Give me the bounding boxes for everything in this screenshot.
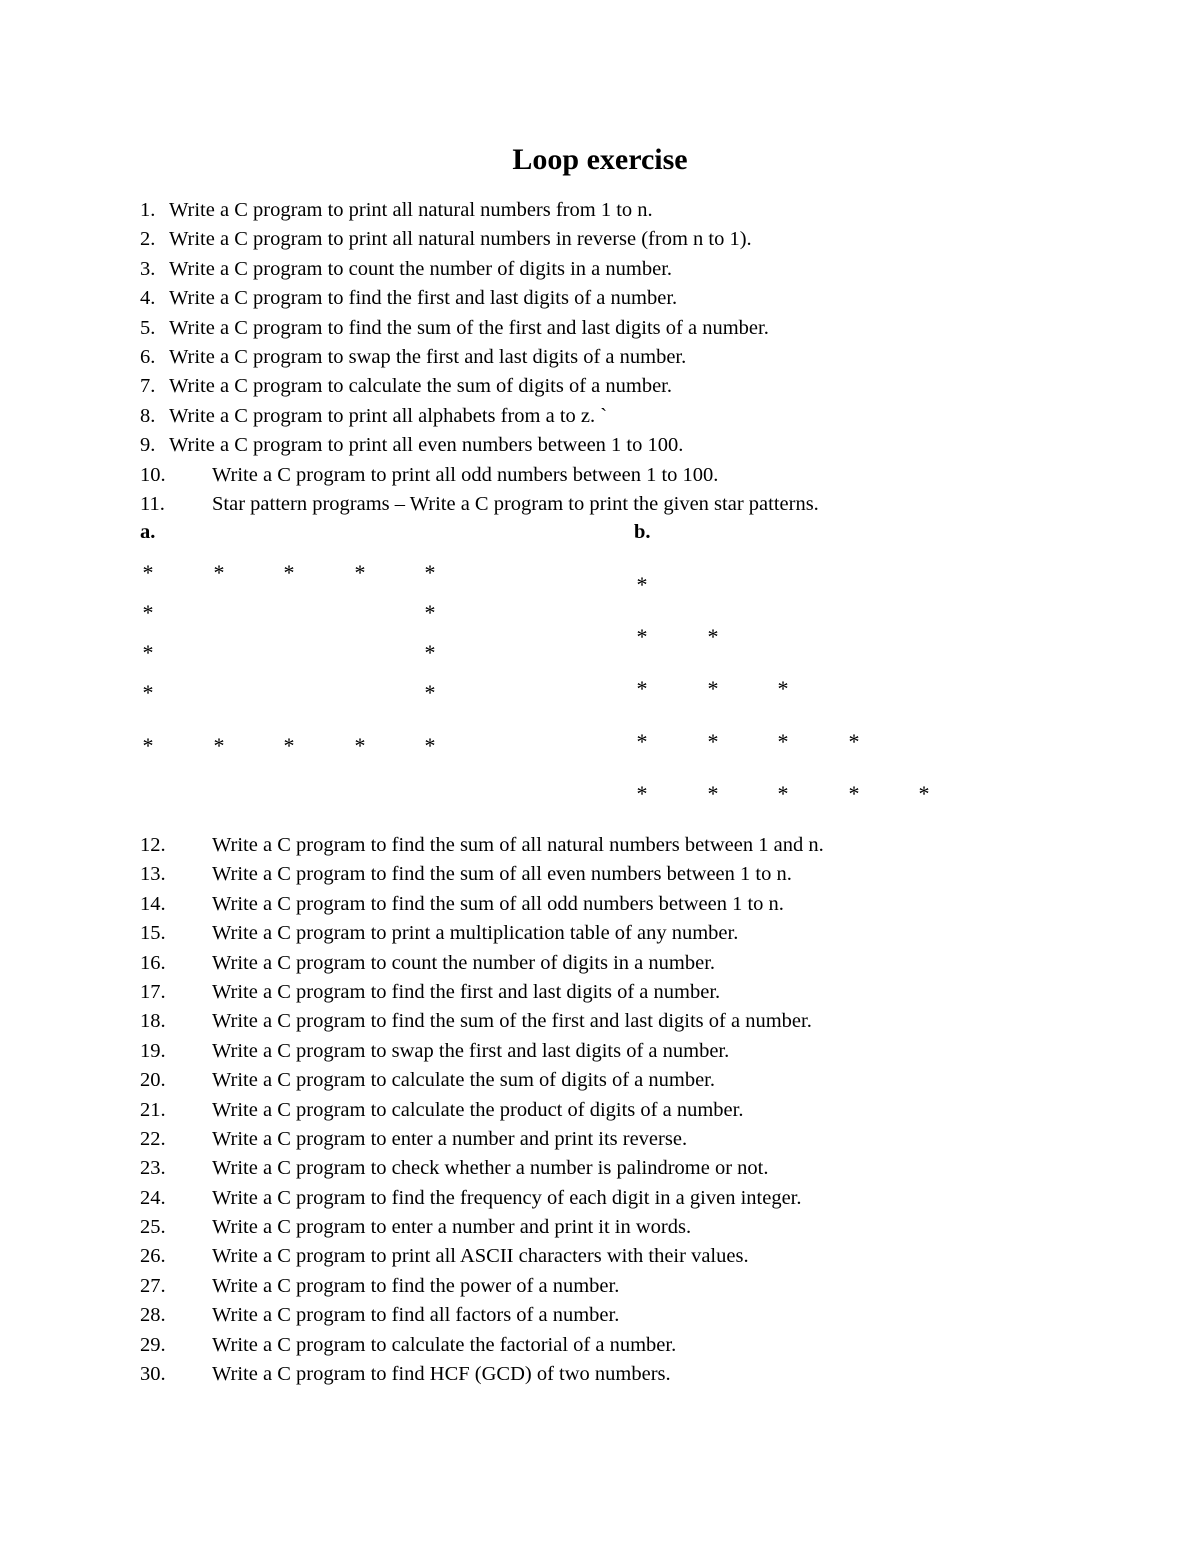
list-item [140, 831, 1100, 860]
star-glyph: * [424, 600, 436, 625]
star-glyph: * [848, 729, 860, 754]
star-glyph: * [283, 560, 295, 585]
item-text: Write a C program to enter a number and print it in words. [212, 1216, 692, 1239]
list-item [140, 1096, 1100, 1125]
item-text: Write a C program to swap the first and last digits of a number. [169, 345, 687, 368]
star-glyph: * [424, 560, 436, 585]
item-text: Write a C program to count the number of digits in a number. [212, 951, 716, 974]
star-glyph: * [636, 729, 648, 754]
item-number: 4. [140, 287, 156, 310]
item-text: Write a C program to find all factors of a number. [212, 1304, 620, 1327]
item-number: 17. [140, 980, 166, 1003]
item-number: 6. [140, 345, 156, 368]
item-number: 13. [140, 863, 166, 886]
list-item [140, 343, 1100, 372]
item-number: 15. [140, 922, 166, 945]
star-glyph: * [777, 676, 789, 701]
item-number: 20. [140, 1069, 166, 1092]
star-glyph: * [424, 680, 436, 705]
item-number: 24. [140, 1186, 166, 1209]
list-item [140, 196, 1100, 225]
list-item [140, 1331, 1100, 1360]
item-text: Write a C program to find the power of a number. [212, 1274, 620, 1297]
item-text: Write a C program to find the sum of the first and last digits of a number. [212, 1010, 812, 1033]
star-glyph: * [142, 600, 154, 625]
list-item [140, 978, 1100, 1007]
item-number: 3. [140, 257, 156, 280]
exercise-list-bottom [140, 831, 1100, 1389]
item-number: 9. [140, 434, 156, 457]
list-item [140, 284, 1100, 313]
item-number: 12. [140, 834, 166, 856]
list-item [140, 372, 1100, 401]
item-number: 23. [140, 1157, 166, 1180]
list-item [140, 431, 1100, 460]
page-title: Loop exercise [512, 143, 688, 176]
item-text: Write a C program to print all even numbers between 1 to 100. [169, 434, 684, 457]
star-glyph: * [142, 560, 154, 585]
list-item [140, 1125, 1100, 1154]
star-glyph: * [777, 729, 789, 754]
star-glyph: * [848, 781, 860, 806]
list-item [140, 314, 1100, 343]
list-item [140, 1213, 1100, 1242]
item-text: Write a C program to print a multiplication table of any number. [212, 922, 739, 945]
item-number: 8. [140, 404, 156, 427]
list-item [140, 255, 1100, 284]
list-item [140, 490, 1100, 519]
item-number: 21. [140, 1098, 166, 1121]
list-item [140, 860, 1100, 889]
list-item [140, 1007, 1100, 1036]
pattern-a-label: a. [140, 521, 156, 543]
list-item [140, 949, 1100, 978]
item-number: 28. [140, 1304, 166, 1327]
star-glyph: * [707, 676, 719, 701]
item-text: Write a C program to print all alphabets from a to z. ` [169, 404, 608, 427]
item-text: Write a C program to find the frequency of each digit in a given integer. [212, 1186, 802, 1209]
item-text: Write a C program to find the first and last digits of a number. [212, 980, 721, 1003]
list-item [140, 225, 1100, 254]
item-number: 30. [140, 1363, 166, 1386]
item-number: 5. [140, 316, 156, 339]
list-item [140, 1272, 1100, 1301]
star-glyph: * [354, 560, 366, 585]
star-glyph: * [707, 781, 719, 806]
item-number: 25. [140, 1216, 166, 1239]
list-item [140, 919, 1100, 948]
list-item [140, 461, 1100, 490]
star-glyph: * [213, 733, 225, 758]
item-number: 10. [140, 463, 166, 486]
star-glyph: * [142, 640, 154, 665]
item-text: Star pattern programs – Write a C program to print the given star patterns. [212, 492, 819, 515]
item-number: 2. [140, 228, 156, 251]
item-text: Write a C program to find the first and last digits of a number. [169, 287, 678, 310]
item-text: Write a C program to find the sum of the first and last digits of a number. [169, 316, 769, 339]
list-item [140, 1360, 1100, 1389]
item-number: 14. [140, 892, 166, 915]
item-text: Write a C program to find the sum of all even numbers between 1 to n. [212, 863, 792, 886]
star-glyph: * [142, 680, 154, 705]
star-glyph: * [354, 733, 366, 758]
item-number: 26. [140, 1245, 166, 1268]
list-item [140, 1184, 1100, 1213]
item-text: Write a C program to calculate the sum of digits of a number. [169, 375, 672, 398]
item-number: 1. [140, 199, 156, 221]
list-item [140, 1154, 1100, 1183]
list-item [140, 890, 1100, 919]
star-glyph: * [636, 676, 648, 701]
star-glyph: * [918, 781, 930, 806]
list-item [140, 1066, 1100, 1095]
item-number: 27. [140, 1274, 166, 1297]
item-number: 22. [140, 1127, 166, 1150]
item-text: Write a C program to print all ASCII characters with their values. [212, 1245, 749, 1268]
star-glyph: * [142, 733, 154, 758]
item-text: Write a C program to find the sum of all odd numbers between 1 to n. [212, 892, 784, 915]
star-glyph: * [424, 733, 436, 758]
star-glyph: * [213, 560, 225, 585]
item-text: Write a C program to calculate the factorial of a number. [212, 1333, 677, 1356]
item-text: Write a C program to find HCF (GCD) of two numbers. [212, 1363, 671, 1386]
item-text: Write a C program to enter a number and print its reverse. [212, 1127, 688, 1150]
star-glyph: * [707, 624, 719, 649]
item-text: Write a C program to find the sum of all natural numbers between 1 and n. [212, 834, 824, 856]
star-glyph: * [777, 781, 789, 806]
item-number: 16. [140, 951, 166, 974]
item-text: Write a C program to count the number of digits in a number. [169, 257, 673, 280]
item-text: Write a C program to calculate the sum of digits of a number. [212, 1069, 715, 1092]
list-item [140, 1242, 1100, 1271]
item-text: Write a C program to print all natural numbers in reverse (from n to 1). [169, 228, 752, 251]
item-number: 11. [140, 492, 165, 515]
item-text: Write a C program to calculate the product of digits of a number. [212, 1098, 744, 1121]
star-glyph: * [636, 781, 648, 806]
list-item [140, 1037, 1100, 1066]
pattern-b-label: b. [634, 521, 651, 543]
item-text: Write a C program to swap the first and last digits of a number. [212, 1039, 730, 1062]
item-number: 29. [140, 1333, 166, 1356]
item-number: 7. [140, 375, 156, 398]
star-glyph: * [707, 729, 719, 754]
star-glyph: * [636, 572, 648, 597]
exercise-list-top [140, 196, 1100, 519]
item-text: Write a C program to check whether a number is palindrome or not. [212, 1157, 769, 1180]
star-glyph: * [283, 733, 295, 758]
list-item [140, 1301, 1100, 1330]
item-text: Write a C program to print all odd numbers between 1 to 100. [212, 463, 719, 486]
item-text: Write a C program to print all natural numbers from 1 to n. [169, 199, 653, 221]
list-item [140, 402, 1100, 431]
star-glyph: * [636, 624, 648, 649]
item-number: 18. [140, 1010, 166, 1033]
item-number: 19. [140, 1039, 166, 1062]
star-glyph: * [424, 640, 436, 665]
